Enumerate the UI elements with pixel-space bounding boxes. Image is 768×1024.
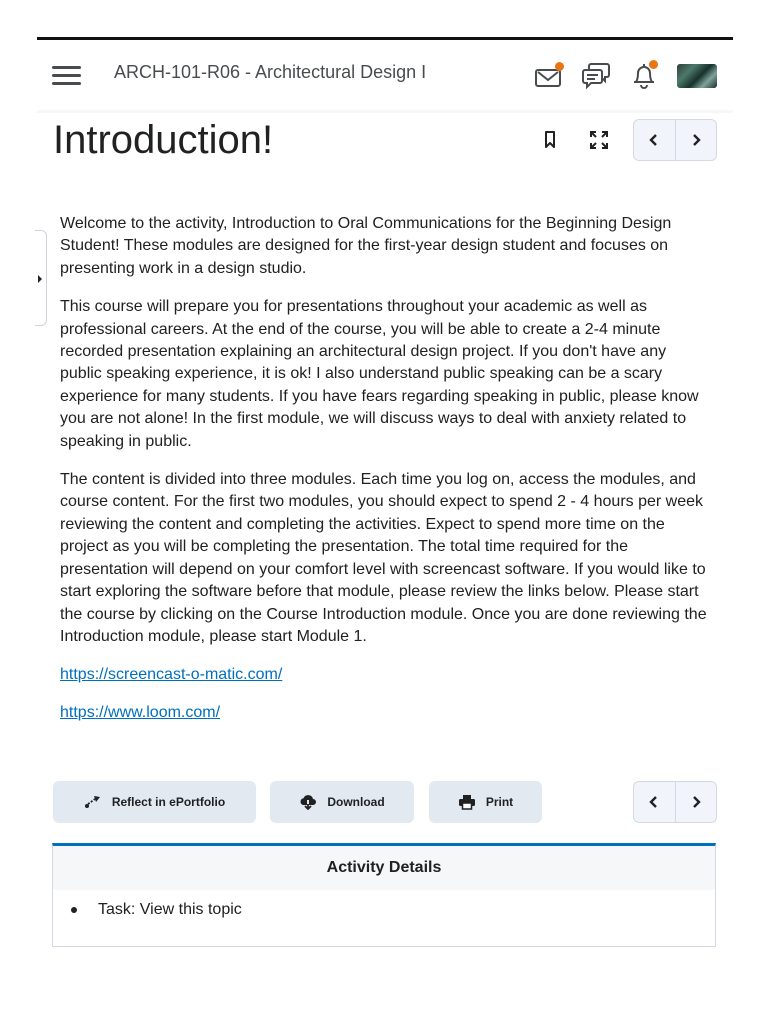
content-paragraph: The content is divided into three modules. Each time you log on, access the modules, and course content. For the first two modules, you should expect to spend 2 - 4 hours per week reviewing the content and completing the activities. Expect to spend more time on the project as you will be completing the presentation. The total time required for the presentation will depend on your comfort level with screencast software. If you would like to start exploring the software before that module, please review the links below. Please start the course by clicking on the Course Introduction module. Once you are done reviewing the Introduction module, please start Module 1.	[60, 471, 707, 645]
activity-details-panel	[52, 843, 716, 947]
envelope-icon[interactable]	[533, 58, 565, 92]
chevron-left-icon	[648, 133, 660, 147]
envelope-notification-dot	[555, 62, 564, 71]
screencast-link[interactable]: https://screencast-o-matic.com/	[60, 666, 283, 684]
chevron-left-icon	[648, 795, 660, 809]
bookmark-icon[interactable]	[543, 130, 557, 150]
chevron-right-icon	[690, 133, 702, 147]
bell-icon[interactable]	[627, 58, 659, 92]
topic-content	[60, 213, 710, 739]
chat-icon[interactable]	[580, 58, 612, 92]
bullet-icon	[71, 907, 77, 913]
loom-link[interactable]: https://www.loom.com/	[60, 703, 221, 721]
download-button[interactable]	[270, 781, 414, 823]
topic-pager-bottom	[633, 781, 717, 823]
print-label: Print	[485, 795, 514, 809]
activity-details-heading: Activity Details	[53, 846, 715, 890]
header-divider	[37, 110, 733, 113]
content-paragraph: This course will prepare you for presentations throughout your academic as well as professional careers. At the end of the course, you will be able to create a 2-4 minute recorded presentation explaining an architectural design project. If you don't have any public speaking experience, it is ok! I also understand public speaking can be a scary experience for many students. If you have fears regarding speaking in public, please know you are not alone! In the first module, we will discuss ways to deal with anxiety related to speaking in public.	[60, 298, 699, 450]
list-item	[71, 898, 715, 922]
avatar[interactable]	[677, 64, 717, 88]
activity-task-text: Task: View this topic	[98, 901, 242, 918]
navbar	[37, 40, 733, 110]
content-paragraph: Welcome to the activity, Introduction to Oral Communications for the Beginning Design Student! These modules are designed for the first-year design student and focuses on presenting work in a design studio.	[60, 215, 672, 277]
bell-notification-dot	[649, 60, 658, 69]
activity-details-list	[53, 890, 715, 922]
previous-topic-button[interactable]	[634, 120, 675, 160]
eportfolio-icon	[84, 794, 102, 810]
chevron-right-icon	[690, 795, 702, 809]
next-topic-button[interactable]	[675, 782, 717, 822]
fullscreen-icon[interactable]	[589, 130, 609, 150]
caret-right-icon	[36, 273, 44, 285]
hamburger-menu-icon[interactable]	[52, 66, 81, 86]
expand-side-panel-button[interactable]	[35, 230, 47, 326]
printer-icon	[458, 794, 476, 810]
download-label: Download	[327, 795, 385, 809]
print-button[interactable]	[429, 781, 542, 823]
next-topic-button[interactable]	[675, 120, 717, 160]
topic-pager-top	[633, 119, 717, 161]
course-title[interactable]: ARCH-101-R06 - Architectural Design I	[114, 62, 427, 82]
previous-topic-button[interactable]	[634, 782, 675, 822]
reflect-in-eportfolio-button[interactable]	[53, 781, 256, 823]
page-title: Introduction!	[53, 118, 274, 162]
reflect-in-eportfolio-label: Reflect in ePortfolio	[111, 795, 226, 809]
cloud-download-icon	[299, 794, 317, 810]
